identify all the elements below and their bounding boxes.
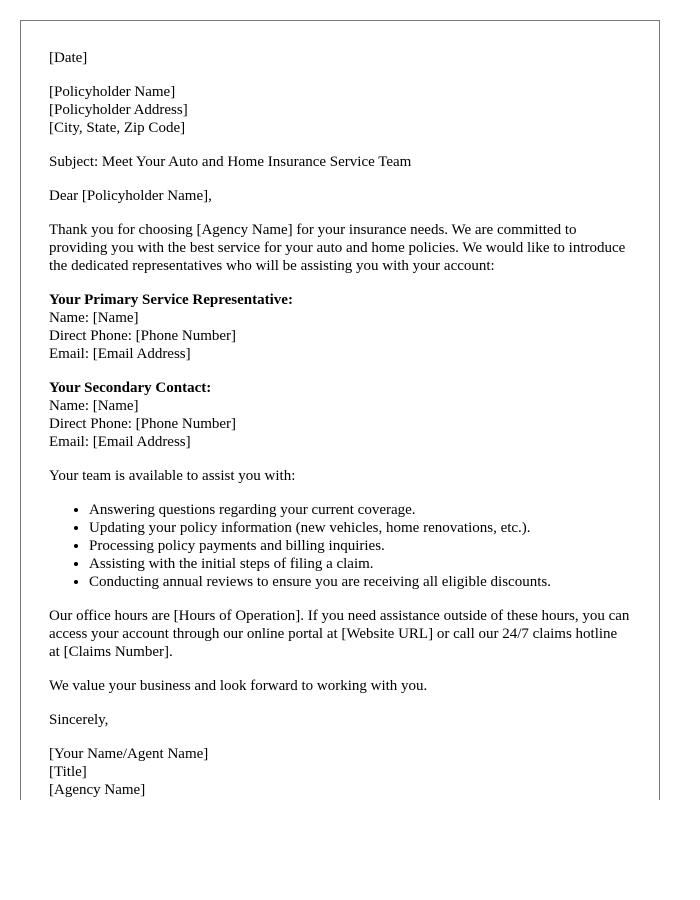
recipient-name: [Policyholder Name]	[49, 84, 176, 100]
team-intro: Your team is available to assist you with:	[49, 468, 296, 484]
services-list	[49, 501, 631, 591]
signature-title: [Title]	[49, 764, 87, 780]
letter-date: [Date]	[49, 50, 88, 66]
primary-contact-block	[49, 291, 631, 363]
recipient-address: [Policyholder Address]	[49, 102, 188, 118]
secondary-contact-email: Email: [Email Address]	[49, 434, 191, 450]
closing-note: We value your business and look forward to working with you.	[49, 678, 428, 694]
list-item: • Updating your policy information (new vehicles, home renovations, etc.).	[89, 519, 631, 537]
primary-contact-phone: Direct Phone: [Phone Number]	[49, 328, 237, 344]
signature-agency: [Agency Name]	[49, 782, 146, 798]
primary-contact-heading: Your Primary Service Representative:	[49, 292, 293, 308]
list-item: • Assisting with the initial steps of filing a claim.	[89, 555, 631, 573]
signature-block	[49, 745, 631, 799]
intro-paragraph: Thank you for choosing [Agency Name] for your insurance needs. We are committed to providing you with the best service for your auto and home policies. We would like to introduce the dedicated representatives who will be assisting you with your account:	[49, 222, 626, 274]
letter-salutation: Dear [Policyholder Name],	[49, 188, 212, 204]
secondary-contact-name: Name: [Name]	[49, 398, 139, 414]
secondary-contact-phone: Direct Phone: [Phone Number]	[49, 416, 237, 432]
letter-signoff: Sincerely,	[49, 712, 109, 728]
secondary-contact-block	[49, 379, 631, 451]
list-item: • Conducting annual reviews to ensure you are receiving all eligible discounts.	[89, 573, 631, 591]
primary-contact-email: Email: [Email Address]	[49, 346, 191, 362]
recipient-block	[49, 83, 631, 137]
list-item: • Processing policy payments and billing inquiries.	[89, 537, 631, 555]
office-hours-paragraph: Our office hours are [Hours of Operation]. If you need assistance outside of these hours, you can access your account through our online portal at [Website URL] or call our 24/7 claims hotline at [Claims Number].	[49, 608, 630, 660]
letter-page	[20, 20, 660, 800]
list-item: • Answering questions regarding your current coverage.	[89, 501, 631, 519]
secondary-contact-heading: Your Secondary Contact:	[49, 380, 212, 396]
letter-subject: Subject: Meet Your Auto and Home Insurance Service Team	[49, 154, 412, 170]
primary-contact-name: Name: [Name]	[49, 310, 139, 326]
recipient-city: [City, State, Zip Code]	[49, 120, 186, 136]
signature-name: [Your Name/Agent Name]	[49, 746, 209, 762]
